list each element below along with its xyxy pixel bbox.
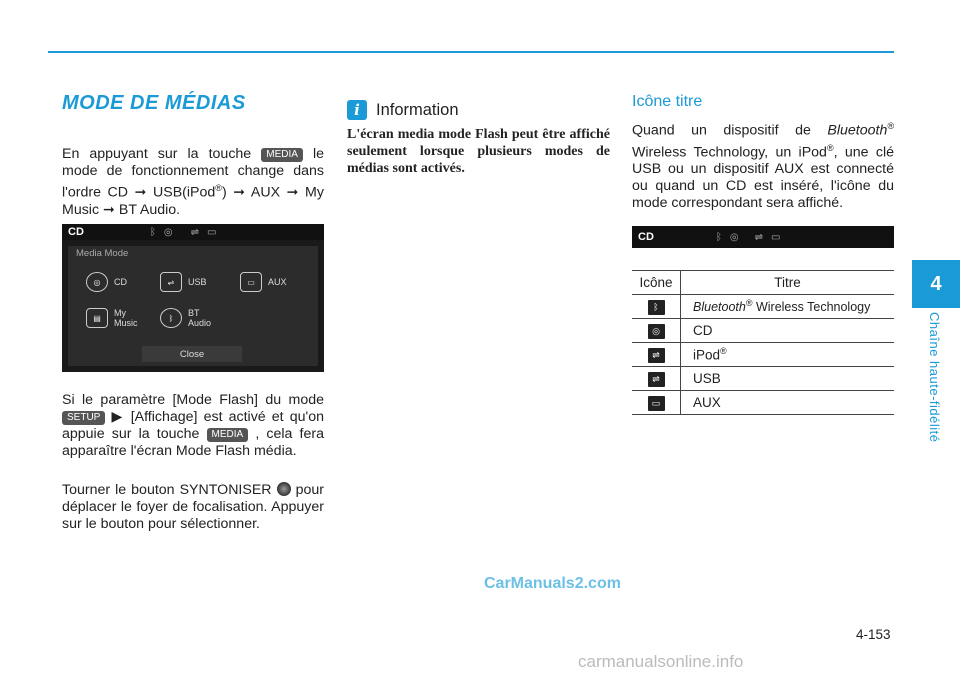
usb-icon: ⇌: [648, 372, 665, 387]
icon-paragraph: Quand un dispositif de Bluetooth® Wireless Technology, un iPod®, une clé USB ou un dispositif AUX est connecté ou quand un CD est inséré, l'icône du mode correspondant sera affiché.: [632, 121, 894, 212]
media-mode-screen: [62, 224, 324, 372]
mode-bt-audio[interactable]: ᛒ BT Audio: [160, 308, 230, 328]
aux-icon: ▭: [240, 272, 262, 292]
tune-knob-icon: [277, 482, 291, 496]
tune-paragraph: Tourner le bouton SYNTONISER pour déplacer le foyer de focalisation. Appuyer sur le bouton pour sélectionner.: [62, 482, 324, 532]
chapter-tab[interactable]: 4: [912, 260, 960, 308]
mode-my-music[interactable]: ▤ My Music: [86, 308, 156, 328]
top-rule: [48, 51, 894, 53]
media-button-glyph: MEDIA: [207, 428, 249, 442]
mode-usb[interactable]: ⇌ USB: [160, 272, 207, 292]
info-icon: i: [347, 100, 367, 120]
icon-title-heading: Icône titre: [632, 93, 703, 110]
bluetooth-icon: ᛒ: [715, 231, 722, 243]
flash-paragraph: Si le paramètre [Mode Flash] du mode SETUP ▶ [Affichage] est activé et qu'on appuie sur la touche MEDIA , cela fera apparaître l'écran Mode Flash média.: [62, 392, 325, 459]
usb-icon: ⇌: [160, 272, 182, 292]
media-button-glyph: MEDIA: [261, 148, 303, 162]
table-row: ᛒ Bluetooth® Wireless Technology: [632, 295, 894, 319]
watermark-footer: carmanualsonline.info: [578, 652, 744, 671]
bluetooth-icon: ᛒ: [160, 308, 182, 328]
usb-icon: ⇌: [754, 231, 764, 243]
media-paragraph: En appuyant sur la touche MEDIA le mode de fonctionnement change dans l'ordre CD ➞ USB(iPod®) ➞ AUX ➞ My Music ➞ BT Audio.: [62, 146, 324, 218]
icon-table: [632, 270, 894, 415]
media-mode-panel: Media Mode ◎ CD ⇌ USB ▭ AUX ▤ My Music ᛒ BT Audio: [68, 246, 318, 366]
page-number: 4-153: [856, 627, 891, 642]
setup-button-glyph: SETUP: [62, 411, 105, 425]
status-bar-screen: CD ᛒ ◎ ⇌ ▭: [632, 226, 894, 248]
aux-icon: ▭: [207, 226, 217, 238]
cd-icon: ◎: [729, 231, 739, 243]
aux-icon: ▭: [648, 396, 665, 411]
folder-icon: ▤: [86, 308, 108, 328]
screen-status-bar: CD ᛒ ◎ ⇌ ▭: [62, 224, 324, 240]
chapter-label: Chaîne haute-fidélité: [927, 312, 942, 443]
cd-icon: ◎: [86, 272, 108, 292]
usb-icon: ⇌: [190, 226, 200, 238]
section-title: MODE DE MÉDIAS: [62, 92, 246, 114]
play-arrow-icon: ▶: [111, 409, 125, 425]
table-row: ⇌ iPod®: [632, 343, 894, 367]
mode-aux[interactable]: ▭ AUX: [240, 272, 287, 292]
watermark-link[interactable]: CarManuals2.com: [484, 575, 621, 592]
cd-icon: ◎: [648, 324, 665, 339]
bluetooth-icon: ᛒ: [648, 300, 665, 315]
ipod-icon: ⇌: [648, 348, 665, 363]
table-row: ▭ AUX: [632, 391, 894, 415]
mode-cd[interactable]: ◎ CD: [86, 272, 127, 292]
close-button[interactable]: Close: [142, 346, 242, 362]
info-text: L'écran media mode Flash peut être affiché seulement lorsque plusieurs modes de médias sont activés.: [347, 127, 610, 176]
aux-icon: ▭: [771, 231, 781, 243]
cd-icon: ◎: [163, 226, 173, 238]
info-heading: i Information: [347, 100, 459, 120]
table-row: ◎ CD: [632, 319, 894, 343]
table-row: ⇌ USB: [632, 367, 894, 391]
table-header-row: Icône Titre: [632, 271, 894, 295]
bluetooth-icon: ᛒ: [149, 226, 156, 238]
